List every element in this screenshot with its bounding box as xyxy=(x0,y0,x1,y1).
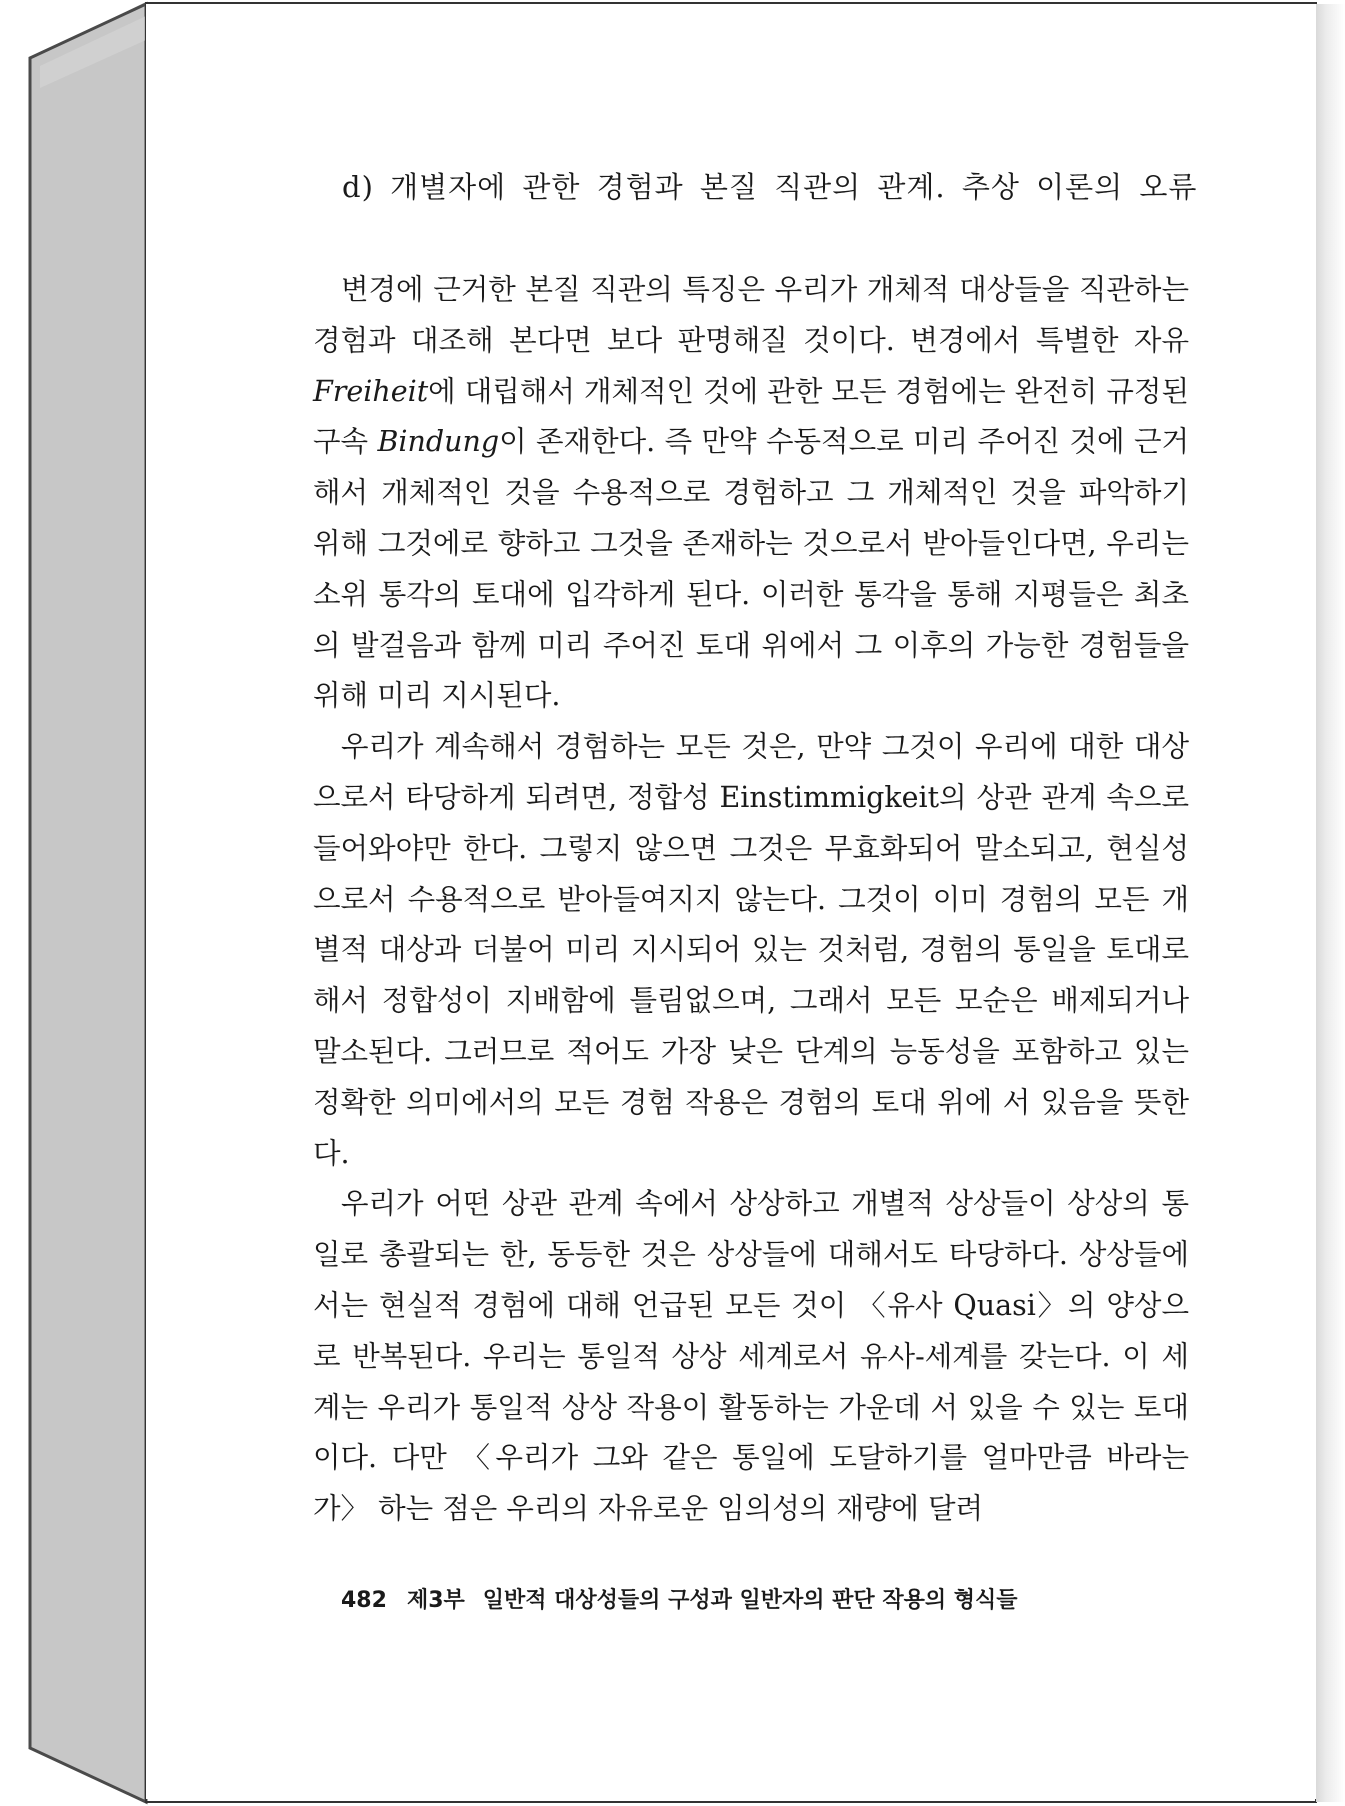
part-label: 제3부 xyxy=(406,1588,465,1613)
paragraph: 우리가 어떤 상관 관계 속에서 상상하고 개별적 상상들이 상상의 통일로 총괄되는 한, 동등한 것은 상상들에 대해서도 타당하다. 상상들에서는 현실적 경험에 대해 언급된 모든 것이 〈유사 Quasi〉의 양상으로 반복된다. 우리는 통일적 상상 세계로서 유사-세계를 갖는다. 이 세계는 우리가 통일적 상상 작용이 활동하는 가운데 서 있을 수 있는 토대이다. 다만 〈우리가 그와 같은 통일에 도달하기를 얼마만큼 바라는가〉 하는 점은 우리의 자유로운 임의성의 재량에 달려 xyxy=(313,1187,1189,1526)
paragraph-text: 변경에 근거한 본질 직관의 특징은 우리가 개체적 대상들을 직관하는 경험과 대조해 본다면 보다 판명해질 것이다. 변경에서 특별한 자유 xyxy=(313,273,1189,357)
paragraph-text: 이 존재한다. 즉 만약 수동적으로 미리 주어진 것에 근거해서 개체적인 것을 수용적으로 경험하고 그 개체적인 것을 파악하기 위해 그것에로 향하고 그것을 존재하는 것으로서 받아들인다면, 우리는 소위 통각의 토대에 입각하게 된다. 이러한 통각을 통해 지평들은 최초의 발걸음과 함께 미리 주어진 토대 위에서 그 이후의 가능한 경험들을 위해 미리 지시된다. xyxy=(313,425,1190,713)
page-number: 482 xyxy=(341,1588,387,1613)
running-title: 일반적 대상성들의 구성과 일반자의 판단 작용의 형식들 xyxy=(482,1588,1018,1613)
book-spine xyxy=(30,4,146,1802)
body-text xyxy=(313,265,1189,1535)
page-edge-shadow xyxy=(1316,4,1345,1802)
paragraph-text: 에 대립해서 개체적인 것에 관한 모든 경험에는 완전히 규정된 구속 xyxy=(313,374,1189,459)
foreign-term: Freiheit xyxy=(313,374,429,408)
section-heading: d) 개별자에 관한 경험과 본질 직관의 관계. 추상 이론의 오류 xyxy=(342,170,1198,204)
paragraph xyxy=(313,265,1189,722)
paragraph: 우리가 계속해서 경험하는 모든 것은, 만약 그것이 우리에 대한 대상으로서 타당하게 되려면, 정합성 Einstimmigkeit의 상관 관계 속으로 들어와야만 한다. 그렇지 않으면 그것은 무효화되어 말소되고, 현실성으로서 수용적으로 받아들여지지 않는다. 그것이 이미 경험의 모든 개별적 대상과 더불어 미리 지시되어 있는 것처럼, 경험의 통일을 토대로 해서 정합성이 지배함에 틀림없으며, 그래서 모든 모순은 배제되거나 말소된다. 그러므로 적어도 가장 낮은 단계의 능동성을 포함하고 있는 정확한 의미에서의 모든 경험 작용은 경험의 토대 위에 서 있음을 뜻한다. xyxy=(313,730,1189,1170)
page-footer xyxy=(341,1583,1018,1614)
foreign-term: Bindung xyxy=(377,425,500,459)
